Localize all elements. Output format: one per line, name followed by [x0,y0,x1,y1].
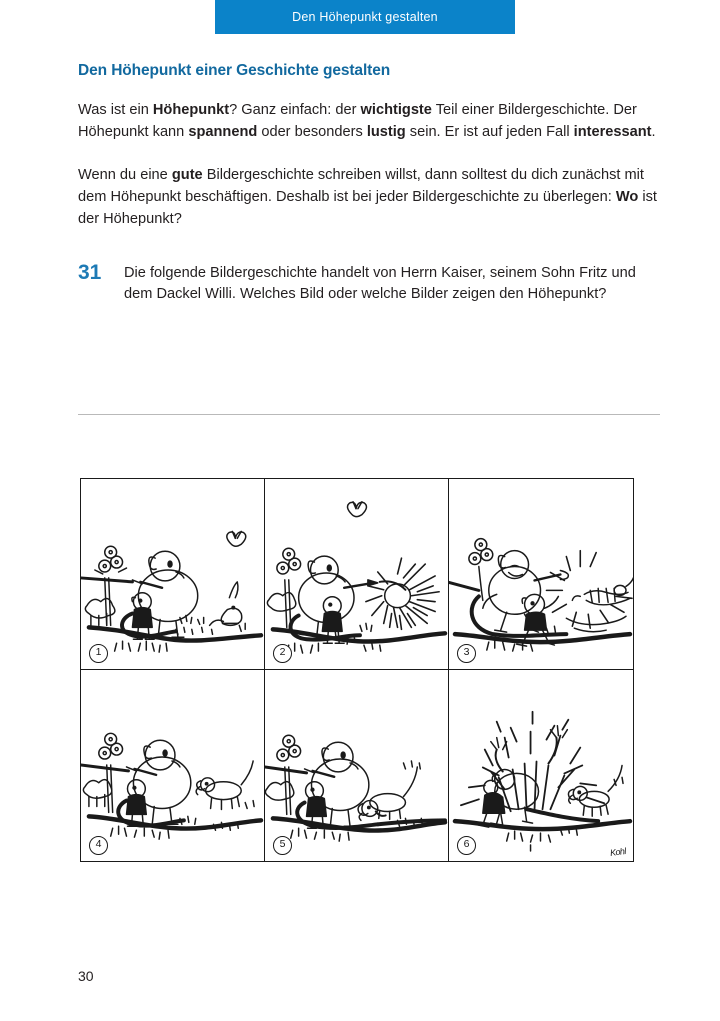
comic-panel-6-art [449,670,633,861]
header-banner-title: Den Höhepunkt gestalten [292,10,438,24]
artist-signature: Kohl [609,845,627,859]
intro-paragraph-1: Was ist ein Höhepunkt? Ganz einfach: der wichtigste Teil einer Bildergeschichte. Der Höhepunkt kann spannend oder besonders lustig sein. Er ist auf jeden Fall interessant. [78,102,656,140]
comic-panel-5[interactable] [265,670,449,861]
page-title: Den Höhepunkt einer Geschichte gestalten [78,62,391,79]
panel-number-3: 3 [457,644,476,663]
intro-paragraph-2: Wenn du eine gute Bildergeschichte schreiben willst, dann solltest du dich zunächst mit dem Höhepunkt beschäftigen. Deshalb ist bei jeder Bildergeschichte zu überlegen: Wo ist der Höhepunkt? [78,167,657,227]
comic-panel-1-art [81,479,264,669]
comic-panel-grid [81,479,633,861]
comic-panel-1[interactable] [81,479,265,670]
comic-panel-6[interactable] [449,670,633,861]
panel-number-6: 6 [457,836,476,855]
comic-panel-5-art [265,670,448,860]
exercise-number: 31 [78,260,102,284]
exercise-31 [78,260,660,306]
panel-number-5: 5 [273,836,292,855]
panel-number-2: 2 [273,644,292,663]
horizontal-divider [78,414,660,415]
panel-number-4: 4 [89,836,108,855]
comic-panel-2[interactable] [265,479,449,670]
comic-strip-figure [80,478,634,862]
exercise-instructions: Die folgende Bildergeschichte handelt von Herrn Kaiser, seinem Sohn Fritz und dem Dackel Willi. Welches Bild oder welche Bilder zeigen den Höhepunkt? [124,264,636,303]
panel-number-1: 1 [89,644,108,663]
comic-panel-4[interactable] [81,670,265,861]
page-number: 30 [78,968,94,984]
comic-panel-4-art [81,670,264,860]
comic-panel-2-art [265,479,448,669]
comic-panel-3-art [449,479,633,670]
comic-panel-3[interactable] [449,479,633,670]
page-content [78,62,660,306]
header-banner [215,0,515,34]
